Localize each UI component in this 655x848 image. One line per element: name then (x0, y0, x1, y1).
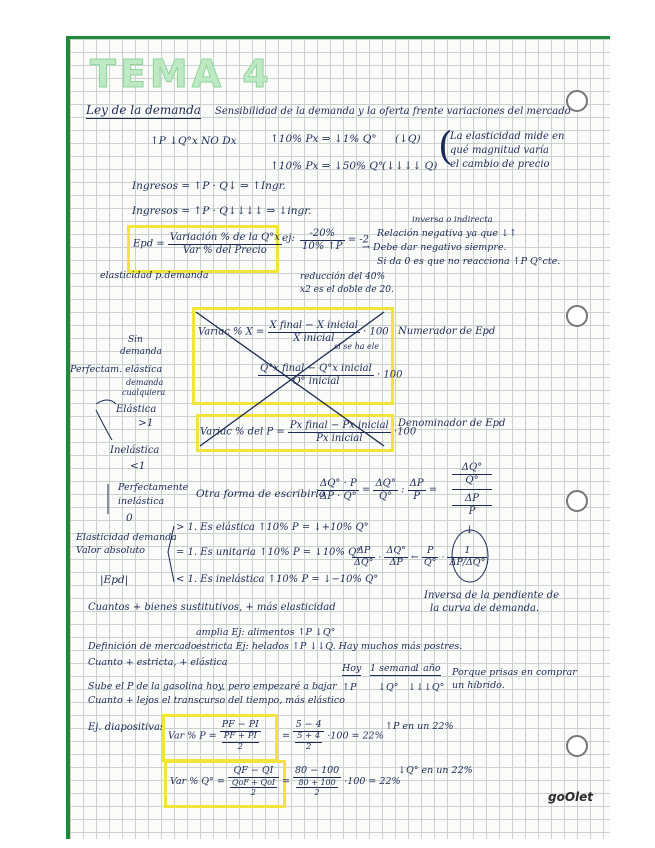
demanda-label: demanda (120, 347, 162, 357)
of-r-num: ΔQ° (452, 462, 492, 475)
time-why-1: Porque prisas en comprar (452, 667, 577, 678)
slope-frac-4 (447, 546, 487, 569)
slope-f1-den: ΔQ° (354, 556, 374, 568)
example-foot-2: x2 es el doble de 20. (300, 285, 394, 295)
demanda-cualquiera-1: demanda (126, 378, 164, 387)
time-why-2: un híbrido. (452, 680, 505, 691)
slope-frac-2 (384, 546, 407, 569)
row2-a: ↑10% Px ⇒ ↓50% Q° (270, 160, 384, 172)
slope-f4-den: ΔP/ΔQ° (449, 556, 486, 568)
example-den: 10% ↑P (302, 240, 343, 252)
diapo-q-calc-den-num: 80 + 100 (298, 777, 336, 787)
of-f3-num: ΔP (409, 478, 424, 489)
def-estricta: estricta Ej: helados ↑P ↓↓Q. Hay muchos más postres. (196, 641, 463, 652)
var-q-num: Q°x final − Q°x inicial (260, 363, 372, 374)
diapo-q-calc-den (293, 778, 341, 797)
time-ano: 1 año (414, 663, 441, 674)
classes-label-2: Valor absoluto (76, 545, 146, 556)
elastica-label: Elástica (116, 404, 157, 415)
of-f1-num: ΔQ° · P (320, 478, 357, 489)
class-unitaria: = 1. Es unitaria ↑10% P = ↓10% Q° (176, 547, 362, 558)
example-foot-1: reducción del 40% (300, 272, 386, 282)
time-v1: ↑P (342, 682, 357, 693)
diapo-q-calc-num: 80 − 100 (294, 765, 340, 776)
brace-icon: ( (438, 124, 453, 168)
ingresos-line-2: Ingresos = ↑P · Q↓↓↓↓ ⇒ ↓ingr. (132, 205, 312, 217)
time-v3: ↓↓↓Q° (408, 682, 445, 693)
var-q-den: Q° inicial (292, 375, 340, 387)
arrow-down-icon: ↓ (465, 524, 474, 536)
example-line-2: → Debe dar negativo siempre. (362, 242, 507, 253)
time-v2: ↓Q° (378, 682, 399, 693)
row1-a: ↑P ↓Q°x NO Dx (150, 135, 237, 147)
var-x-num: X final − X inicial (269, 320, 358, 331)
diapo-p-frac (220, 720, 261, 752)
elastica-gt1: >1 (138, 417, 154, 429)
denominador-label: Denominador de Epd (398, 418, 506, 429)
perfectam-elastica-label: Perfectam. elástica (70, 364, 163, 375)
epd-numerator: Variación % de la Q°x (169, 232, 280, 243)
slope-f1-num: ΔP (352, 546, 375, 558)
diapo-p-num: PF − PI (220, 720, 261, 732)
diapo-q-result: ·100 = 22% (344, 776, 401, 788)
inelastica-label: Inelástica (110, 445, 160, 456)
var-x-den: X inicial (293, 332, 335, 344)
var-p-lead: Variac % del P = (200, 426, 285, 438)
epd-denominator: Var % del Precio (182, 244, 267, 256)
diapo-q-den (228, 778, 279, 797)
slope-frac-1 (352, 546, 375, 569)
abs-epd: |Epd| (100, 574, 129, 586)
of-f2-den: Q° (379, 490, 393, 502)
diapo-p-calc-frac (293, 720, 324, 752)
time-line-1: Sube el P de la gasolina hoy, pero empezaré a bajar (88, 681, 337, 692)
diapo-q-lead: Var % Q° = (170, 776, 225, 788)
slope-f4-num: 1 (447, 546, 487, 558)
var-x-tail: · 100 (363, 326, 389, 338)
subtitle: Sensibilidad de la demanda y la oferta frente variaciones del mercado (215, 106, 571, 117)
otra-forma-formula: $\frac{\Delta Q^\circ \cdot P}{\Delta P \cdot Q^\circ}$ = $\frac{\Delta Q^\circ}{Q^\circ}$ : $\frac{\Delta P}{P}$ = (320, 478, 438, 502)
numerador-label: Numerador de Epd (398, 326, 496, 337)
diapo-p-den-num: PF + PI (223, 730, 257, 741)
def-line3: Cuanto + estricta, + elástica (88, 657, 228, 668)
demanda-cualquiera-2: cualquiera (122, 388, 166, 397)
var-x-side-note: si se ha ele (334, 342, 380, 351)
time-hoy: Hoy (342, 663, 362, 674)
diapo-q-frac (228, 766, 279, 797)
diapo-q-calc: = $\frac{80 - 100}{\frac{80 + 100}{2}}$ ·100 = 22% (282, 765, 401, 798)
diapo-q-num: QF − QI (228, 766, 279, 778)
slope-note-2: la curva de demanda. (430, 603, 540, 614)
example-top-note: inversa o indirecta (412, 215, 493, 225)
slope-f2-num: ΔQ° (386, 545, 406, 556)
slope-formula: $\frac{\Delta P}{\Delta Q^\circ}$ · $\frac{\Delta Q^\circ}{\Delta P}$ ← $\frac{P}{Q^\circ}$ · $\frac{1}{\Delta P/\Delta Q^\circ}$ (354, 545, 486, 568)
perf-inelastica-2: inelástica (118, 496, 165, 507)
diapo-q-calc-den-den: 2 (314, 788, 320, 798)
class-inelastica: < 1. Es inelástica ↑10% P = ↓−10% Q° (176, 574, 379, 585)
var-q-tail: · 100 (377, 369, 403, 381)
diapo-p-note: ↑P en un 22% (385, 721, 454, 732)
sin-label: Sin (128, 335, 143, 345)
slope-f2-den: ΔP (389, 556, 403, 568)
diapo-p-calc-num: 5 − 4 (293, 720, 324, 732)
epd-caption: elasticidad p.demanda (100, 270, 209, 281)
substitutos-line: Cuantos + bienes sustitutivos, + más elasticidad (88, 602, 336, 613)
example-result: = -2 (347, 234, 370, 246)
brand-logo: goOlet (548, 790, 594, 804)
diapo-p-calc-den (293, 732, 324, 753)
diapo-q-calc-frac (293, 766, 341, 797)
elasticity-note-1: La elasticidad mide en (450, 131, 565, 142)
epd-label: Epd = (133, 238, 165, 250)
diapo-p-lead: Var % P = (168, 730, 217, 742)
topic-heading: Ley de la demanda (86, 103, 201, 117)
example-line-3: Si da 0 es que no reacciona ↑P Q°cte. (377, 256, 561, 267)
row2-b: (↓↓↓↓ Q) (382, 160, 438, 172)
diapo-p-result: ·100 = 22% (327, 730, 384, 742)
diapo-p-formula (168, 720, 261, 752)
def-amplia: amplia Ej: alimentos ↑P ↓Q° (196, 627, 336, 638)
diapo-q-den-den: 2 (250, 788, 256, 798)
perf-inelastica-1: Perfectamente (118, 482, 189, 493)
var-x-lead: Variac % X = (198, 326, 265, 338)
of-r-den-2: P (468, 505, 476, 517)
class-elastica: > 1. Es elástica ↑10% P = ↓+10% Q° (176, 522, 369, 533)
of-r-den: Q° (465, 474, 479, 486)
diapo-p-den (220, 732, 261, 753)
page-title: TEMA 4 (90, 52, 273, 96)
diapo-p-den-den: 2 (237, 741, 243, 752)
of-r-num-2: ΔP (452, 493, 492, 506)
of-f3-den: P (413, 490, 420, 502)
time-line-2: Cuanto + lejos el transcurso del tiempo, más elástico (88, 695, 345, 706)
slope-frac-3 (422, 546, 439, 569)
otra-forma-label: Otra forma de escribirlo (196, 488, 326, 500)
def-lead: Definición de mercado (88, 641, 197, 652)
classes-label-1: Elasticidad demanda (76, 532, 177, 543)
var-p-num: Px final − Px inicial (289, 420, 389, 431)
diapo-p-calc: = $\frac{5 - 4}{\frac{5 + 4}{2}}$ ·100 = 22% (282, 719, 384, 752)
elasticity-note-3: el cambio de precio (450, 159, 550, 170)
var-p-tail: ·100 (393, 426, 417, 438)
inelastica-lt1: <1 (130, 460, 146, 472)
ingresos-line-1: Ingresos = ↑P · Q↓ ⇒ ↑Ingr. (132, 180, 286, 192)
diapo-q-note: ↓Q° en un 22% (398, 765, 473, 776)
row1-b: ↑10% Px ⇒ ↓1% Q° (270, 133, 377, 145)
of-f2-num: ΔQ° (375, 478, 396, 489)
diapo-q-formula (170, 766, 279, 797)
perf-inelastica-zero: 0 (126, 512, 133, 524)
slope-note-1: Inversa de la pendiente de (424, 590, 559, 601)
diapo-lead: Ej. diapositivas (88, 722, 166, 733)
of-f1-den: ΔP · Q° (320, 490, 357, 502)
row1-c: (↓Q) (395, 133, 421, 145)
slope-f3-num: P (422, 546, 439, 558)
elasticity-note-2: qué magnitud varía (450, 145, 550, 156)
var-p-den: Px inicial (316, 432, 363, 444)
diapo-p-calc-den-den: 2 (305, 741, 312, 752)
example-lead: ej: (282, 232, 296, 244)
example-line-1: Relación negativa ya que ↓↑ (377, 228, 517, 239)
diapo-p-calc-den-num: 5 + 4 (296, 730, 321, 741)
slope-f3-den: Q° (423, 556, 437, 568)
time-semana: 1 semana (370, 663, 417, 674)
example-num: -20% (300, 228, 345, 241)
diapo-q-den-num: QoF + QoI (231, 777, 276, 787)
